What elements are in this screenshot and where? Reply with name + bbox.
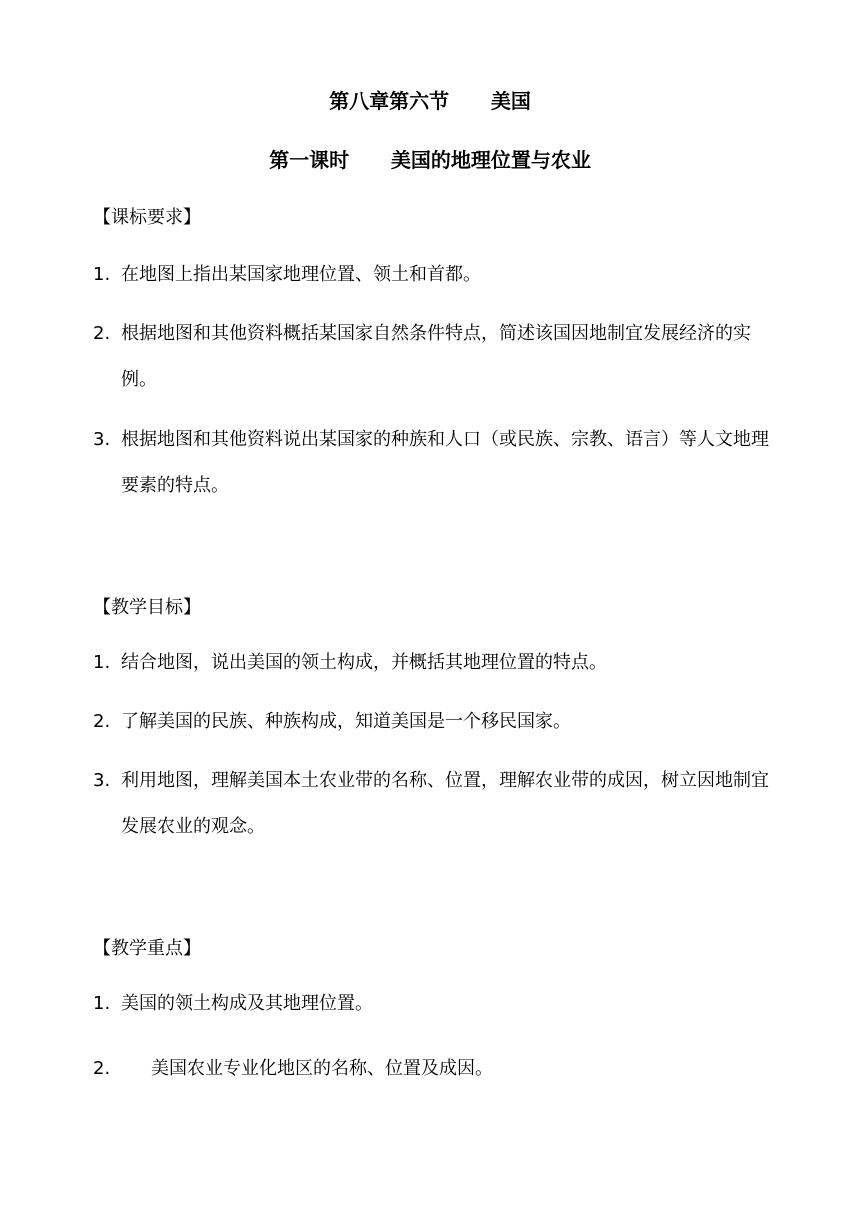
list-item-number: 1. [93,264,111,285]
section-heading-teaching-focus: 【教学重点】 [93,938,201,959]
list-item [93,417,783,509]
list-item [93,1046,783,1092]
list-item-text: 结合地图，说出美国的领土构成，并概括其地理位置的特点。 [121,652,607,673]
list-item-text: 在地图上指出某国家地理位置、领土和首都。 [121,264,481,285]
list-item [93,252,783,298]
list-item-number: 1. [93,993,111,1014]
list-item [93,640,783,686]
list-item [93,981,783,1027]
lesson-title: 第一课时 美国的地理位置与农业 [269,148,591,172]
list-item-text: 了解美国的民族、种族构成，知道美国是一个移民国家。 [121,711,571,732]
list-item-text: 利用地图，理解美国本土农业带的名称、位置，理解农业带的成因，树立因地制宜发展农业的观念。 [121,770,769,837]
list-item-text: 根据地图和其他资料说出某国家的种族和人口（或民族、宗教、语言）等人文地理要素的特点。 [121,429,769,496]
list-item-text: 美国的领土构成及其地理位置。 [121,993,373,1014]
list-item [93,311,783,403]
list-item [93,758,783,850]
section-heading-teaching-objectives: 【教学目标】 [93,597,201,618]
list-item-number: 2. [93,323,111,344]
list-item-number: 2. [93,1058,111,1079]
section-heading-curriculum-requirements: 【课标要求】 [93,207,201,228]
list-item [93,699,783,745]
list-item-number: 1. [93,652,111,673]
chapter-title: 第八章第六节 美国 [329,89,531,113]
list-item-text: 根据地图和其他资料概括某国家自然条件特点，简述该国因地制宜发展经济的实例。 [121,323,751,390]
list-item-number: 3. [93,429,111,450]
list-item-number: 2. [93,711,111,732]
list-item-text: 美国农业专业化地区的名称、位置及成因。 [151,1058,493,1079]
list-item-number: 3. [93,770,111,791]
